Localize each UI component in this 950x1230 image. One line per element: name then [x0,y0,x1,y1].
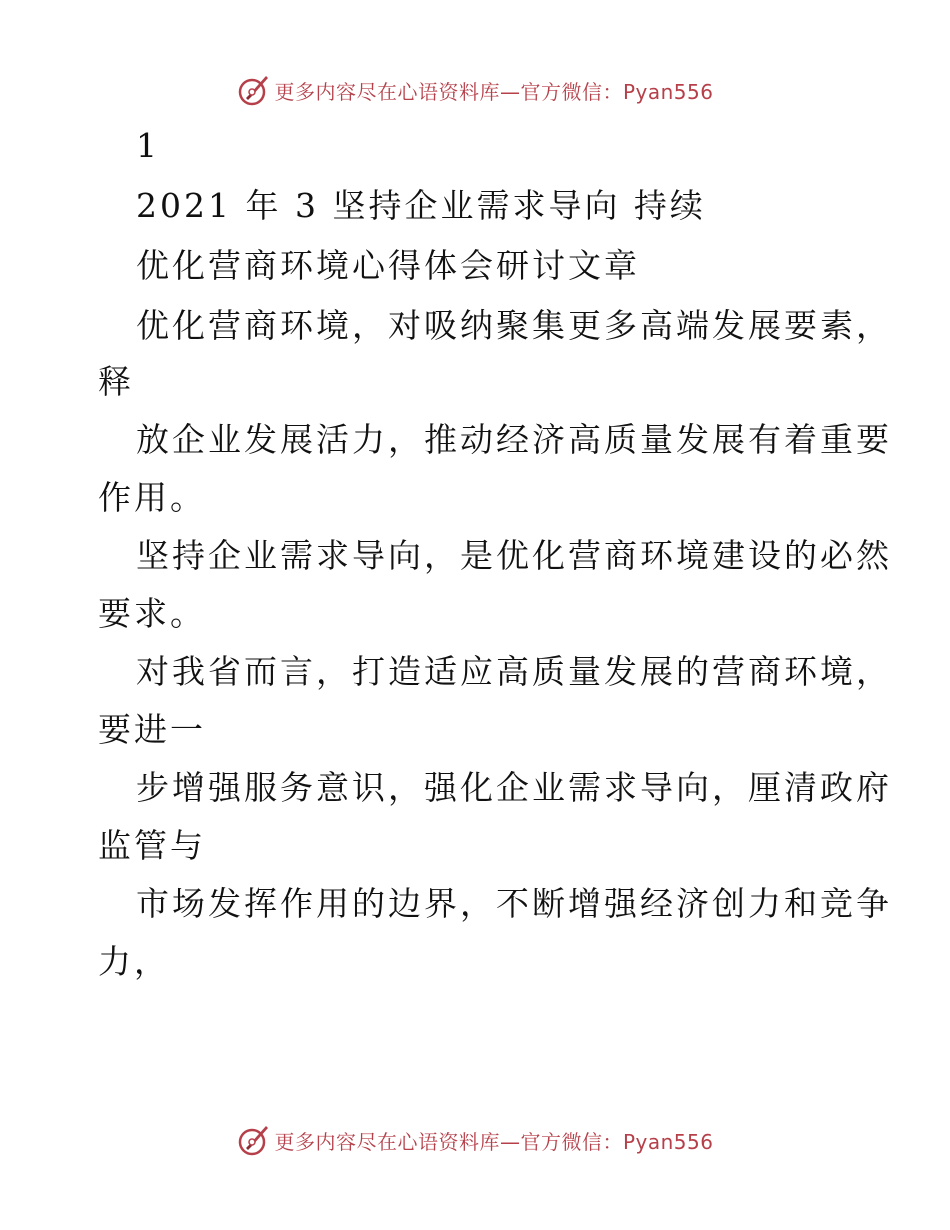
document-title-line-1: 2021 年 3 坚持企业需求导向 持续 [136,186,706,225]
paragraph-line: 坚持企业需求导向，是优化营商环境建设的必然 [136,536,892,575]
paragraph-line: 作用。 [98,478,206,517]
paragraph-line: 优化营商环境，对吸纳聚集更多高端发展要素， [136,306,892,345]
paragraph-line: 要求。 [98,594,206,633]
paragraph-line: 市场发挥作用的边界，不断增强经济创力和竞争 [136,884,892,923]
page-number: 1 [136,126,160,165]
watermark-text: 更多内容尽在心语资料库—官方微信：Pyan556 [274,1129,714,1154]
paragraph-line: 步增强服务意识，强化企业需求导向，厘清政府 [136,768,892,807]
paragraph-line: 要进一 [98,710,206,749]
paragraph-line: 释 [98,362,134,401]
footer-watermark [0,1120,950,1160]
document-title-line-2: 优化营商环境心得体会研讨文章 [136,246,640,285]
paragraph-line: 力， [98,942,170,981]
header-watermark [0,70,950,110]
paragraph-line: 监管与 [98,826,206,865]
paragraph-line: 对我省而言，打造适应高质量发展的营商环境， [136,652,892,691]
paragraph-line: 放企业发展活力，推动经济高质量发展有着重要 [136,420,892,459]
quill-pen-logo-icon [236,72,272,108]
quill-pen-logo-icon [236,1122,272,1158]
watermark-text: 更多内容尽在心语资料库—官方微信：Pyan556 [274,79,714,104]
